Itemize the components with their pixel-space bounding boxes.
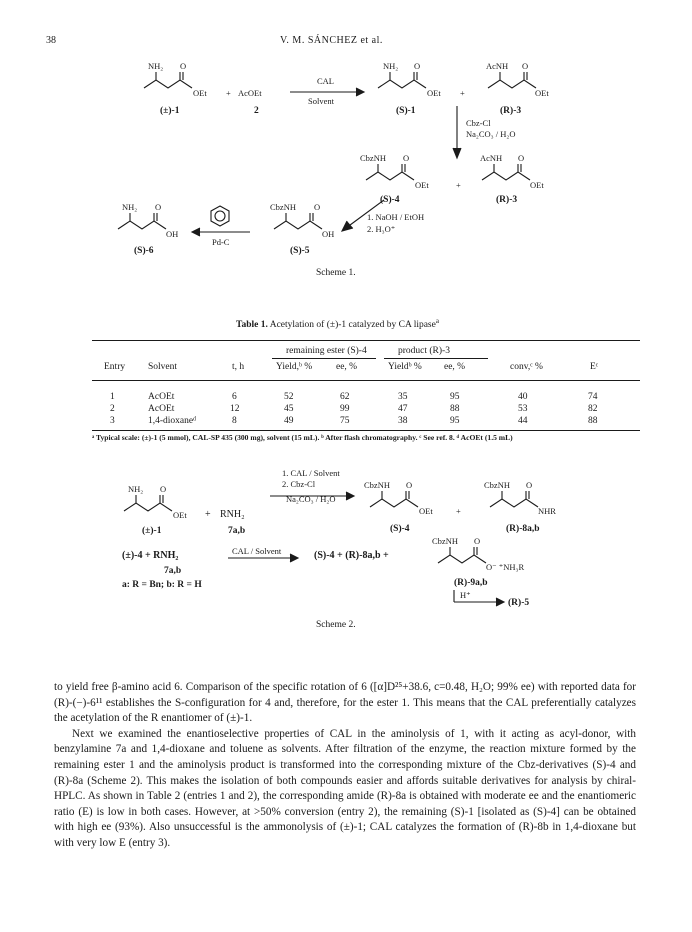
col-header: Yield,ᵇ % [276, 362, 313, 372]
cond-line1: 1. CAL / Solvent [282, 468, 340, 478]
cell: 52 [284, 392, 294, 402]
nh2-group: NH₂ [148, 61, 164, 71]
row2-reactants: (±)-4 + RNH₂ [122, 550, 179, 561]
cell: 88 [450, 404, 460, 414]
cell: 62 [340, 392, 350, 402]
cell: 1 [110, 392, 115, 402]
row2-cond: CAL / Solvent [232, 546, 282, 556]
oet-group: OEt [193, 88, 207, 98]
col-header: ee, % [444, 362, 466, 372]
table-caption-prefix: Table 1. [236, 320, 268, 331]
cell: 44 [518, 416, 528, 426]
nhr-group: NHR [538, 506, 556, 516]
label-r-3: (R)-3 [500, 106, 522, 116]
cond-line2: 2. Cbz-Cl [282, 479, 316, 489]
oet-group: OEt [530, 180, 544, 190]
table-top-rule [92, 340, 640, 341]
arrow2-line2: Na₂CO₃ / H₂O [466, 129, 516, 139]
cell: 95 [450, 392, 460, 402]
benzene-icon [209, 205, 231, 227]
cell: 6 [232, 392, 237, 402]
cbznh-group: CbzNH [432, 536, 458, 546]
cell: 12 [230, 404, 240, 414]
cell: 49 [284, 416, 294, 426]
oet-group: OEt [427, 88, 441, 98]
nh2-group: NH₂ [128, 484, 144, 494]
plus-sign: + [456, 506, 461, 516]
cbznh-group: CbzNH [270, 202, 296, 212]
oet-group: OEt [415, 180, 429, 190]
table-body [92, 392, 640, 428]
col-header: Solvent [148, 362, 178, 372]
arrow2-line1: Cbz-Cl [466, 118, 491, 128]
cell: 45 [284, 404, 294, 414]
carbonyl-o: O [526, 480, 533, 490]
acnh-group: AcNH [480, 153, 503, 163]
carbonyl-o: O [314, 202, 321, 212]
group-header-product: product (R)-3 [398, 346, 450, 356]
paragraph-2: Next we examined the enantioselective properties of CAL in the aminolysis of 1, with it acting as acyl-donor, with benzylamine 7a and 1,4-dioxane and toluene as solvents. After filtration of the enzyme, the reaction mixture formed by the remaining ester 1 and the aminolysis product is transformed into the corresponding mixture of the Cbz-derivatives (S)-4 and (R)-8a (Scheme 2). This makes the isolation of both compounds easier and affords suitable derivatives for analysis by chiral-HPLC. As shown in Table 2 (entries 1 and 2), the corresponding amide (R)-8a is obtained with moderate ee and the enantiomeric ratio (E) is low in both cases. However, at >50% conversion (entry 2), the remaining (S)-1 [isolated as (S)-4] can be obtained with high ee (93%). Also unsuccessful is the ammonolysis of (±)-1; CAL catalyzes the formation of (R)-8b in 1,4-dioxane but with very low E (entry 3). [54, 727, 636, 849]
oh-group: OH [322, 229, 335, 239]
amine-reagent: RNH₂ [220, 509, 245, 520]
arrow1-top: CAL [317, 76, 334, 86]
table-caption-text: Acetylation of (±)-1 catalyzed by CA lipase [269, 320, 436, 331]
cell: 40 [518, 392, 528, 402]
cbznh-group: CbzNH [364, 480, 390, 490]
col-header: Entry [104, 362, 126, 372]
running-title: V. M. SÁNCHEZ et al. [280, 35, 383, 46]
plus-sign: + [205, 509, 211, 520]
nh2-group: NH₂ [383, 61, 399, 71]
label-2: 2 [254, 106, 259, 116]
arrow3-line2: 2. H₃O⁺ [367, 224, 396, 234]
col-header: t, h [232, 362, 245, 372]
plus-sign: + [456, 180, 461, 190]
arrow1-bottom: Solvent [308, 96, 334, 106]
scheme-2-caption: Scheme 2. [316, 620, 356, 630]
table-1-caption [236, 317, 439, 330]
label-r-8: (R)-8a,b [506, 524, 540, 534]
carbonyl-o: O [406, 480, 413, 490]
label-r-9: (R)-9a,b [454, 578, 488, 588]
cell: 3 [110, 416, 115, 426]
cell: 95 [450, 416, 460, 426]
cbznh-group: CbzNH [484, 480, 510, 490]
label-s-6: (S)-6 [134, 246, 154, 256]
table-header-row [92, 362, 640, 376]
page-number: 38 [46, 35, 56, 46]
carbonyl-o: O [180, 61, 187, 71]
arrow4-below: Pd-C [212, 237, 230, 247]
cbznh-group: CbzNH [360, 153, 386, 163]
oet-group: OEt [419, 506, 433, 516]
nh2-group: NH₂ [122, 202, 138, 212]
row2-products: (S)-4 + (R)-8a,b + [314, 550, 389, 561]
acnh-group: AcNH [486, 61, 509, 71]
cell: AcOEt [148, 404, 175, 414]
plus-sign: + [460, 88, 465, 98]
label-rac-1: (±)-1 [142, 526, 162, 536]
cell: 1,4-dioxaneᵈ [148, 416, 197, 426]
cell: 8 [232, 416, 237, 426]
table-row [92, 404, 640, 416]
carbonyl-o: O [414, 61, 421, 71]
carbonyl-o: O [155, 202, 162, 212]
label-s-1: (S)-1 [396, 106, 416, 116]
cell: 47 [398, 404, 408, 414]
carbonyl-o: O [403, 153, 410, 163]
label-s-4: (S)-4 [390, 524, 410, 534]
cell: 35 [398, 392, 408, 402]
cell: 74 [588, 392, 598, 402]
table-row [92, 392, 640, 404]
label-7ab: 7a,b [228, 526, 246, 536]
label-r-3-b: (R)-3 [496, 195, 518, 205]
cell: 75 [340, 416, 350, 426]
col-header: Eᶜ [590, 362, 599, 372]
carbonyl-o: O [522, 61, 529, 71]
cell: 2 [110, 404, 115, 414]
cell: 99 [340, 404, 350, 414]
cell: 53 [518, 404, 528, 414]
group-header-ester: remaining ester (S)-4 [286, 346, 367, 356]
cell: 82 [588, 404, 598, 414]
table-bottom-rule [92, 430, 640, 431]
reaction-arrow-left [192, 228, 252, 236]
carbonyl-o: O [518, 153, 525, 163]
table-footnote: ᵃ Typical scale: (±)-1 (5 mmol), CAL-SP 435 (300 mg), solvent (15 mL). ᵇ After flash chromatography. ᶜ See ref. 8. ᵈ AcOEt (1.5 mL) [92, 433, 513, 442]
paragraph-1: to yield free β-amino acid 6. Comparison of the specific rotation of 6 ([α]D²⁵+38.6, c=0.48, H₂O; 99% ee) with reported data for (R)-(−)-6¹¹ establishes the S-configuration for 4 and, therefore, for the ester 1. This means that the CAL preferentially catalyzes the acetylation of the R enantiomer of (±)-1. [54, 681, 636, 725]
body-text [54, 680, 636, 852]
label-7ab: 7a,b [164, 566, 182, 576]
reaction-arrow-down [452, 106, 462, 162]
oet-group: OEt [173, 510, 187, 520]
group-rule-product [384, 358, 488, 359]
cell: 38 [398, 416, 408, 426]
substituent-legend: a: R = Bn; b: R = H [122, 580, 202, 590]
col-header: ee, % [336, 362, 358, 372]
label-s-4: (S)-4 [380, 195, 400, 205]
table-1 [92, 362, 640, 376]
cond-line3: Na₂CO₃ / H₂O [286, 494, 336, 504]
table-header-rule [92, 380, 640, 381]
table-caption-sup: a [435, 317, 439, 325]
label-s-5: (S)-5 [290, 246, 310, 256]
acid-label: H⁺ [460, 590, 471, 600]
col-header: conv,ᶜ % [510, 362, 543, 372]
carbonyl-o: O [160, 484, 167, 494]
arrow3-line1: 1. NaOH / EtOH [367, 212, 425, 222]
label-r-5: (R)-5 [508, 598, 530, 608]
scheme-1-caption: Scheme 1. [316, 268, 356, 278]
cell: 88 [588, 416, 598, 426]
table-row [92, 416, 640, 428]
carbonyl-o: O [474, 536, 481, 546]
reaction-arrow [228, 554, 304, 562]
oet-group: OEt [535, 88, 549, 98]
cell: AcOEt [148, 392, 175, 402]
plus-sign: + [226, 88, 231, 98]
reaction-arrow-1 [290, 88, 370, 96]
group-rule-ester [272, 358, 376, 359]
col-header: Yieldᵇ % [388, 362, 422, 372]
reagent-acoet: AcOEt [238, 88, 262, 98]
oh-group: OH [166, 229, 179, 239]
label-rac-1: (±)-1 [160, 106, 180, 116]
salt-group: O⁻ ⁺NH₃R [486, 562, 525, 572]
